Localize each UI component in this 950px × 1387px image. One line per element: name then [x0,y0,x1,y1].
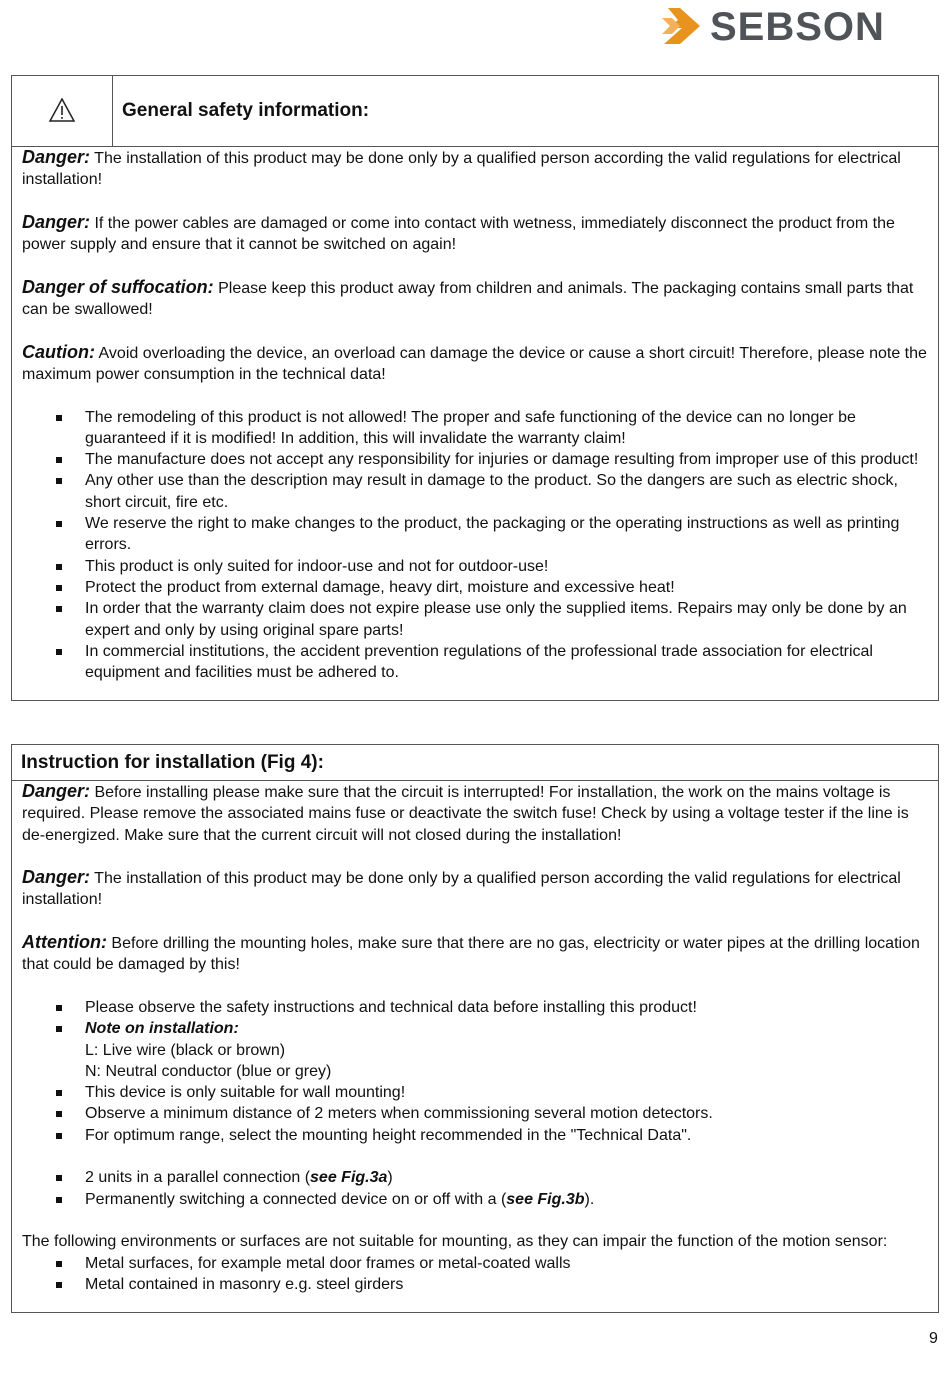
page-number: 9 [929,1330,938,1347]
installation-header [12,745,938,781]
installation-attention [22,932,928,976]
list-item [22,1189,928,1210]
list-item: This product is only suited for indoor-use and not for outdoor-use! [22,556,928,577]
safety-caution [22,342,928,386]
safety-title: General safety information: [122,100,370,121]
environment-intro: The following environments or surfaces are not suitable for mounting, as they can impair the function of the motion sensor: [22,1233,888,1251]
list-item: Metal surfaces, for example metal door frames or metal-coated walls [22,1253,928,1274]
danger-text: The installation of this product may be done only by a qualified person according the valid regulations for electrical installation! [22,150,901,189]
list-item: This device is only suitable for wall mounting! [22,1082,928,1103]
danger-label: Danger: [22,781,91,801]
list-item: Any other use than the description may result in damage to the product. So the dangers are such as electric shock, short circuit, fire etc. [22,470,928,513]
figure-reference: see Fig.3b [506,1190,585,1208]
list-item: The remodeling of this product is not allowed! The proper and safe functioning of the device can no longer be guaranteed if it is modified! In addition, this will invalidate the warranty claim! [22,407,928,450]
bullet-text: ) [387,1169,393,1187]
safety-bullet-list [22,407,928,684]
suffocation-label: Danger of suffocation: [22,276,214,297]
installation-bullet-list [22,997,928,1146]
neutral-line: N: Neutral conductor (blue or grey) [85,1062,332,1080]
list-item: In order that the warranty claim does not expire please use only the supplied items. Repairs may only be done by an expert and only by using original spare parts! [22,598,928,641]
brand-logo [660,6,890,48]
safety-danger-2 [22,212,928,256]
safety-danger-1 [22,147,928,191]
installation-section [11,744,939,1313]
warning-cell [12,76,113,146]
safety-header [12,76,938,147]
installation-danger-2 [22,867,928,911]
danger-text: The installation of this product may be done only by a qualified person according the valid regulations for electrical installation! [22,870,901,909]
attention-label: Attention: [22,932,107,953]
environment-bullet-list [22,1253,928,1296]
caution-label: Caution: [22,341,95,362]
bullet-text: Permanently switching a connected device on or off with a ( [85,1190,507,1208]
list-item: We reserve the right to make changes to the product, the packaging or the operating instructions as well as printing errors. [22,513,928,556]
attention-text: Before drilling the mounting holes, make sure that there are no gas, electricity or water pipes at the drilling location that could be damaged by this! [22,935,920,974]
list-item: For optimum range, select the mounting height recommended in the "Technical Data". [22,1125,928,1146]
danger-label: Danger: [22,211,91,232]
danger-text: Before installing please make sure that the circuit is interrupted! For installation, the work on the mains voltage is required. Please remove the associated mains fuse or deactivate the switch fuse! Check by using a voltage tester if the line is de-energized. Make sure that the current circuit will not closed during the installation! [22,784,909,844]
list-item: Protect the product from external damage, heavy dirt, moisture and excessive heat! [22,577,928,598]
danger-label: Danger: [22,147,91,167]
installation-body [12,781,938,1295]
caution-text: Avoid overloading the device, an overload can damage the device or cause a short circuit! Therefore, please note the maximum power consumption in the technical data! [22,344,927,383]
note-label: Note on installation: [85,1020,239,1038]
danger-label: Danger: [22,867,91,888]
installation-title: Instruction for installation (Fig 4): [21,752,324,773]
list-item: Please observe the safety instructions and technical data before installing this product! [22,997,928,1018]
chevron-logo-icon [660,6,704,46]
figure-reference: see Fig.3a [310,1169,388,1187]
brand-name: SEBSON [710,5,885,49]
list-item [22,1167,928,1188]
bullet-text: 2 units in a parallel connection ( [85,1169,311,1187]
warning-triangle-icon [49,98,75,122]
list-item: Observe a minimum distance of 2 meters when commissioning several motion detectors. [22,1103,928,1124]
safety-body [12,147,938,683]
list-item: Metal contained in masonry e.g. steel girders [22,1274,928,1295]
spacer [22,1210,928,1231]
connection-bullet-list [22,1167,928,1210]
safety-section [11,75,939,701]
installation-danger-1 [22,781,928,846]
suffocation-text: Please keep this product away from children and animals. The packaging contains small parts that can be swallowed! [22,279,914,319]
live-wire-line: L: Live wire (black or brown) [85,1041,286,1059]
spacer [22,1146,928,1167]
list-item: The manufacture does not accept any responsibility for injuries or damage resulting from improper use of this product! [22,449,928,470]
bullet-text: ). [584,1190,595,1208]
list-item-note [22,1018,928,1082]
list-item: In commercial institutions, the accident prevention regulations of the professional trade association for electrical equipment and facilities must be adhered to. [22,641,928,684]
safety-suffocation [22,277,928,321]
danger-text: If the power cables are damaged or come into contact with wetness, immediately disconnect the product from the power supply and ensure that it cannot be switched on again! [22,214,895,254]
